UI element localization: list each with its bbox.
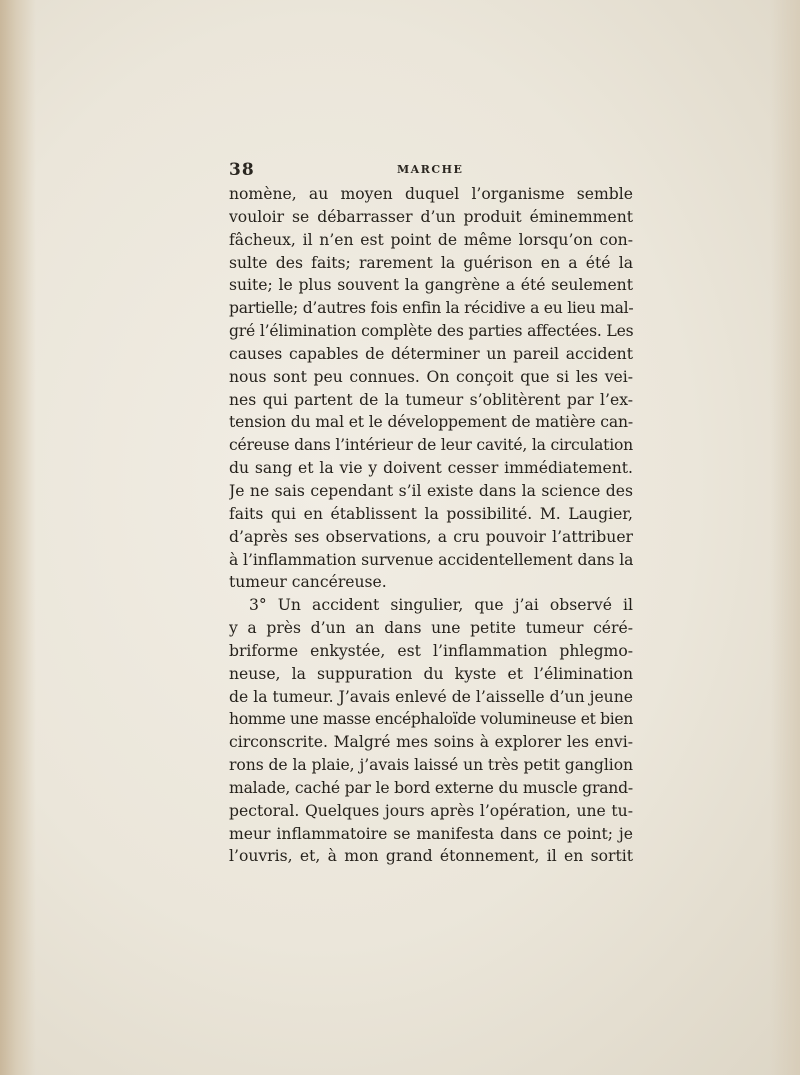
text-line: partielle; d’autres fois enfin la récidive a eu lieu mal- xyxy=(229,299,633,318)
text-line: Je ne sais cependant s’il existe dans la science des xyxy=(229,481,633,500)
text-line: tumeur cancéreuse. xyxy=(229,573,387,592)
body-text xyxy=(229,183,633,868)
text-line: gré l’élimination complète des parties affectées. Les xyxy=(229,322,633,341)
page-number: 38 xyxy=(229,160,255,180)
text-line: l’ouvris, et, à mon grand étonnement, il en sortit xyxy=(229,847,633,866)
text-line: meur inflammatoire se manifesta dans ce point; je xyxy=(229,824,633,843)
text-line: vouloir se débarrasser d’un produit éminemment xyxy=(229,207,633,226)
text-line: 3° Un accident singulier, que j’ai observé il xyxy=(249,596,633,615)
text-line: suite; le plus souvent la gangrène a été seulement xyxy=(229,276,633,295)
text-line: rons de la plaie, j’avais laissé un très petit ganglion xyxy=(229,756,633,775)
text-line: pectoral. Quelques jours après l’opération, une tu- xyxy=(229,801,633,820)
text-line: y a près d’un an dans une petite tumeur céré- xyxy=(229,619,633,638)
text-line: malade, caché par le bord externe du muscle grand- xyxy=(229,778,633,797)
text-line: briforme enkystée, est l’inflammation phlegmo- xyxy=(229,641,633,660)
text-line: d’après ses observations, a cru pouvoir l’attribuer xyxy=(229,527,633,546)
text-line: fâcheux, il n’en est point de même lorsqu’on con- xyxy=(229,230,633,249)
text-line: neuse, la suppuration du kyste et l’élimination xyxy=(229,664,633,683)
text-line: faits qui en établissent la possibilité. M. Laugier, xyxy=(229,504,633,523)
text-line: sulte des faits; rarement la guérison en a été la xyxy=(229,253,633,272)
text-line: causes capables de déterminer un pareil accident xyxy=(229,344,633,363)
page-header xyxy=(229,160,633,182)
page-binding-shadow xyxy=(0,0,36,1075)
text-line: nous sont peu connues. On conçoit que si les vei- xyxy=(229,367,633,386)
text-line: tension du mal et le développement de matière can- xyxy=(229,413,633,432)
text-line: à l’inflammation survenue accidentellement dans la xyxy=(229,550,633,569)
text-line: nes qui partent de la tumeur s’oblitèrent par l’ex- xyxy=(229,390,633,409)
page-edge-shadow xyxy=(770,0,800,1075)
running-head: MARCHE xyxy=(397,163,464,176)
text-line: homme une masse encéphaloïde volumineuse et bien xyxy=(229,710,633,729)
text-line: du sang et la vie y doivent cesser immédiatement. xyxy=(229,459,633,478)
text-line: circonscrite. Malgré mes soins à explorer les envi- xyxy=(229,733,633,752)
text-line: de la tumeur. J’avais enlevé de l’aisselle d’un jeune xyxy=(229,687,633,706)
text-line: nomène, au moyen duquel l’organisme semble xyxy=(229,185,633,203)
text-line: céreuse dans l’intérieur de leur cavité, la circulation xyxy=(229,436,633,455)
